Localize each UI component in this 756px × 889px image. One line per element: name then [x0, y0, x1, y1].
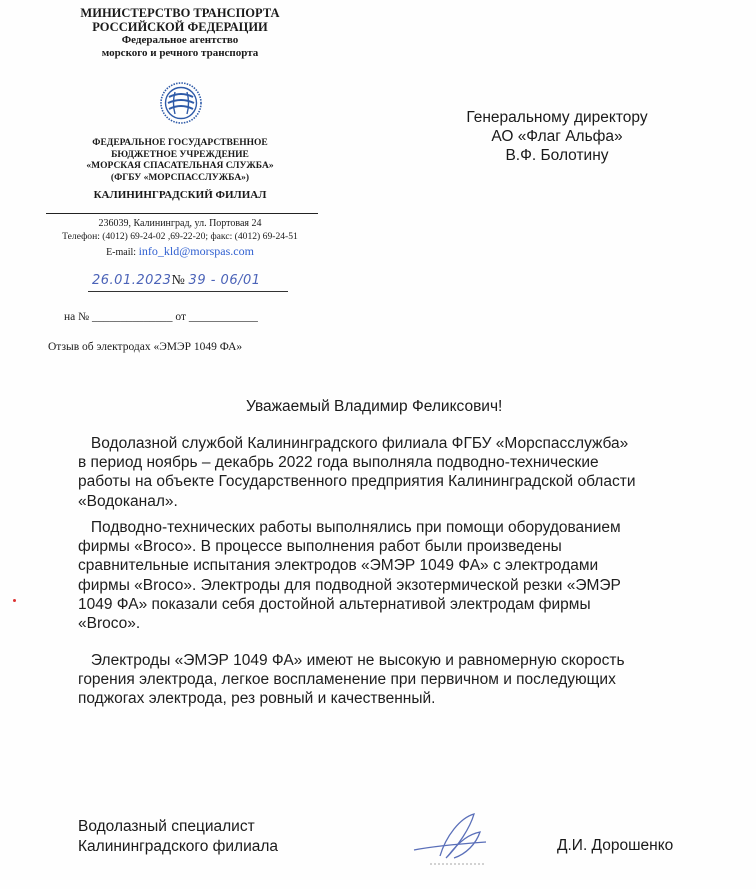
email-link[interactable]: info_kld@morspas.com	[138, 244, 254, 258]
letterhead-divider	[46, 213, 318, 214]
paragraph-1	[78, 434, 712, 511]
handwritten-signature-icon	[400, 806, 510, 866]
paragraph-line: горения электрода, легкое воспламенение при первичном и последующих	[78, 671, 616, 689]
letter-subject: Отзыв об электродах «ЭМЭР 1049 ФА»	[48, 341, 243, 353]
position-line: Калининградского филиала	[78, 838, 279, 855]
registration-underline	[88, 291, 288, 292]
scan-mark	[13, 599, 16, 602]
registration-line	[92, 272, 261, 289]
paragraph-line: Водолазной службой Калининградского филиала ФГБУ «Морспасслужба»	[78, 435, 629, 452]
addressee-line: АО «Флаг Альфа»	[491, 128, 623, 145]
paragraph-line: фирмы «Brосо». Электроды для подводной экзотермической резки «ЭМЭР	[78, 576, 621, 594]
branch-address: 236039, Калининград, ул. Портовая 24	[98, 218, 262, 229]
registration-number: 39 - 06/01	[188, 273, 261, 288]
institution-line: БЮДЖЕТНОЕ УЧРЕЖДЕНИЕ	[111, 149, 249, 160]
greeting: Уважаемый Владимир Феликсович!	[246, 398, 503, 415]
morspasluzhba-logo-icon	[160, 82, 202, 124]
paragraph-2	[78, 518, 712, 633]
agency-line: морского и речного транспорта	[101, 47, 259, 59]
paragraph-line: сравнительные испытания электродов «ЭМЭР 1049 ФА» с электродами	[78, 557, 599, 575]
paragraph-line: «Brосо».	[78, 615, 141, 633]
reference-line: на № ______________ от ____________	[64, 311, 258, 323]
addressee-line: В.Ф. Болотину	[505, 147, 609, 164]
paragraph-line: 1049 ФА» показали себя достойной альтернативой электродам фирмы	[78, 595, 591, 613]
agency-name	[40, 34, 320, 60]
agency-line: Федеральное агентство	[121, 34, 239, 46]
branch-phones: Телефон: (4012) 69-24-02 ,69-22-20; факс: (4012) 69-24-51	[62, 231, 298, 242]
paragraph-line: Электроды «ЭМЭР 1049 ФА» имеют не высокую и равномерную скорость	[78, 652, 625, 669]
position-line: Водолазный специалист	[78, 818, 255, 835]
signer-position	[78, 817, 278, 857]
institution-name	[40, 138, 320, 184]
paragraph-line: поджогах электрода, рез ровный и качественный.	[78, 690, 436, 708]
paragraph-line: фирмы «Brосо». В процессе выполнения работ были произведены	[78, 538, 562, 556]
ministry-line: РОССИЙСКОЙ ФЕДЕРАЦИИ	[92, 20, 268, 34]
paragraph-line: работы на объекте Государственного предприятия Калининградской области	[78, 473, 636, 491]
branch-name: КАЛИНИНГРАДСКИЙ ФИЛИАЛ	[93, 189, 267, 201]
paragraph-line: «Водоканал».	[78, 492, 178, 510]
signer-name: Д.И. Дорошенко	[557, 837, 674, 854]
institution-line: «МОРСКАЯ СПАСАТЕЛЬНАЯ СЛУЖБА»	[86, 161, 274, 171]
paragraph-line: Подводно-технических работы выполнялись при помощи оборудованием	[78, 519, 621, 536]
registration-date: 26.01.2023	[92, 273, 172, 288]
institution-line: (ФГБУ «МОРСПАССЛУЖБА»)	[110, 172, 250, 183]
branch-email-row	[40, 245, 320, 259]
addressee-block	[432, 108, 682, 165]
paragraph-line: в период ноябрь – декабрь 2022 года выполняла подводно-технические	[78, 454, 599, 472]
addressee-line: Генеральному директору	[466, 109, 648, 126]
number-sign: №	[171, 273, 185, 288]
institution-line: ФЕДЕРАЛЬНОЕ ГОСУДАРСТВЕННОЕ	[92, 138, 268, 148]
ministry-name	[40, 6, 320, 34]
paragraph-3	[78, 651, 712, 709]
ministry-line: МИНИСТЕРСТВО ТРАНСПОРТА	[80, 6, 280, 20]
email-label: E-mail:	[106, 247, 137, 258]
